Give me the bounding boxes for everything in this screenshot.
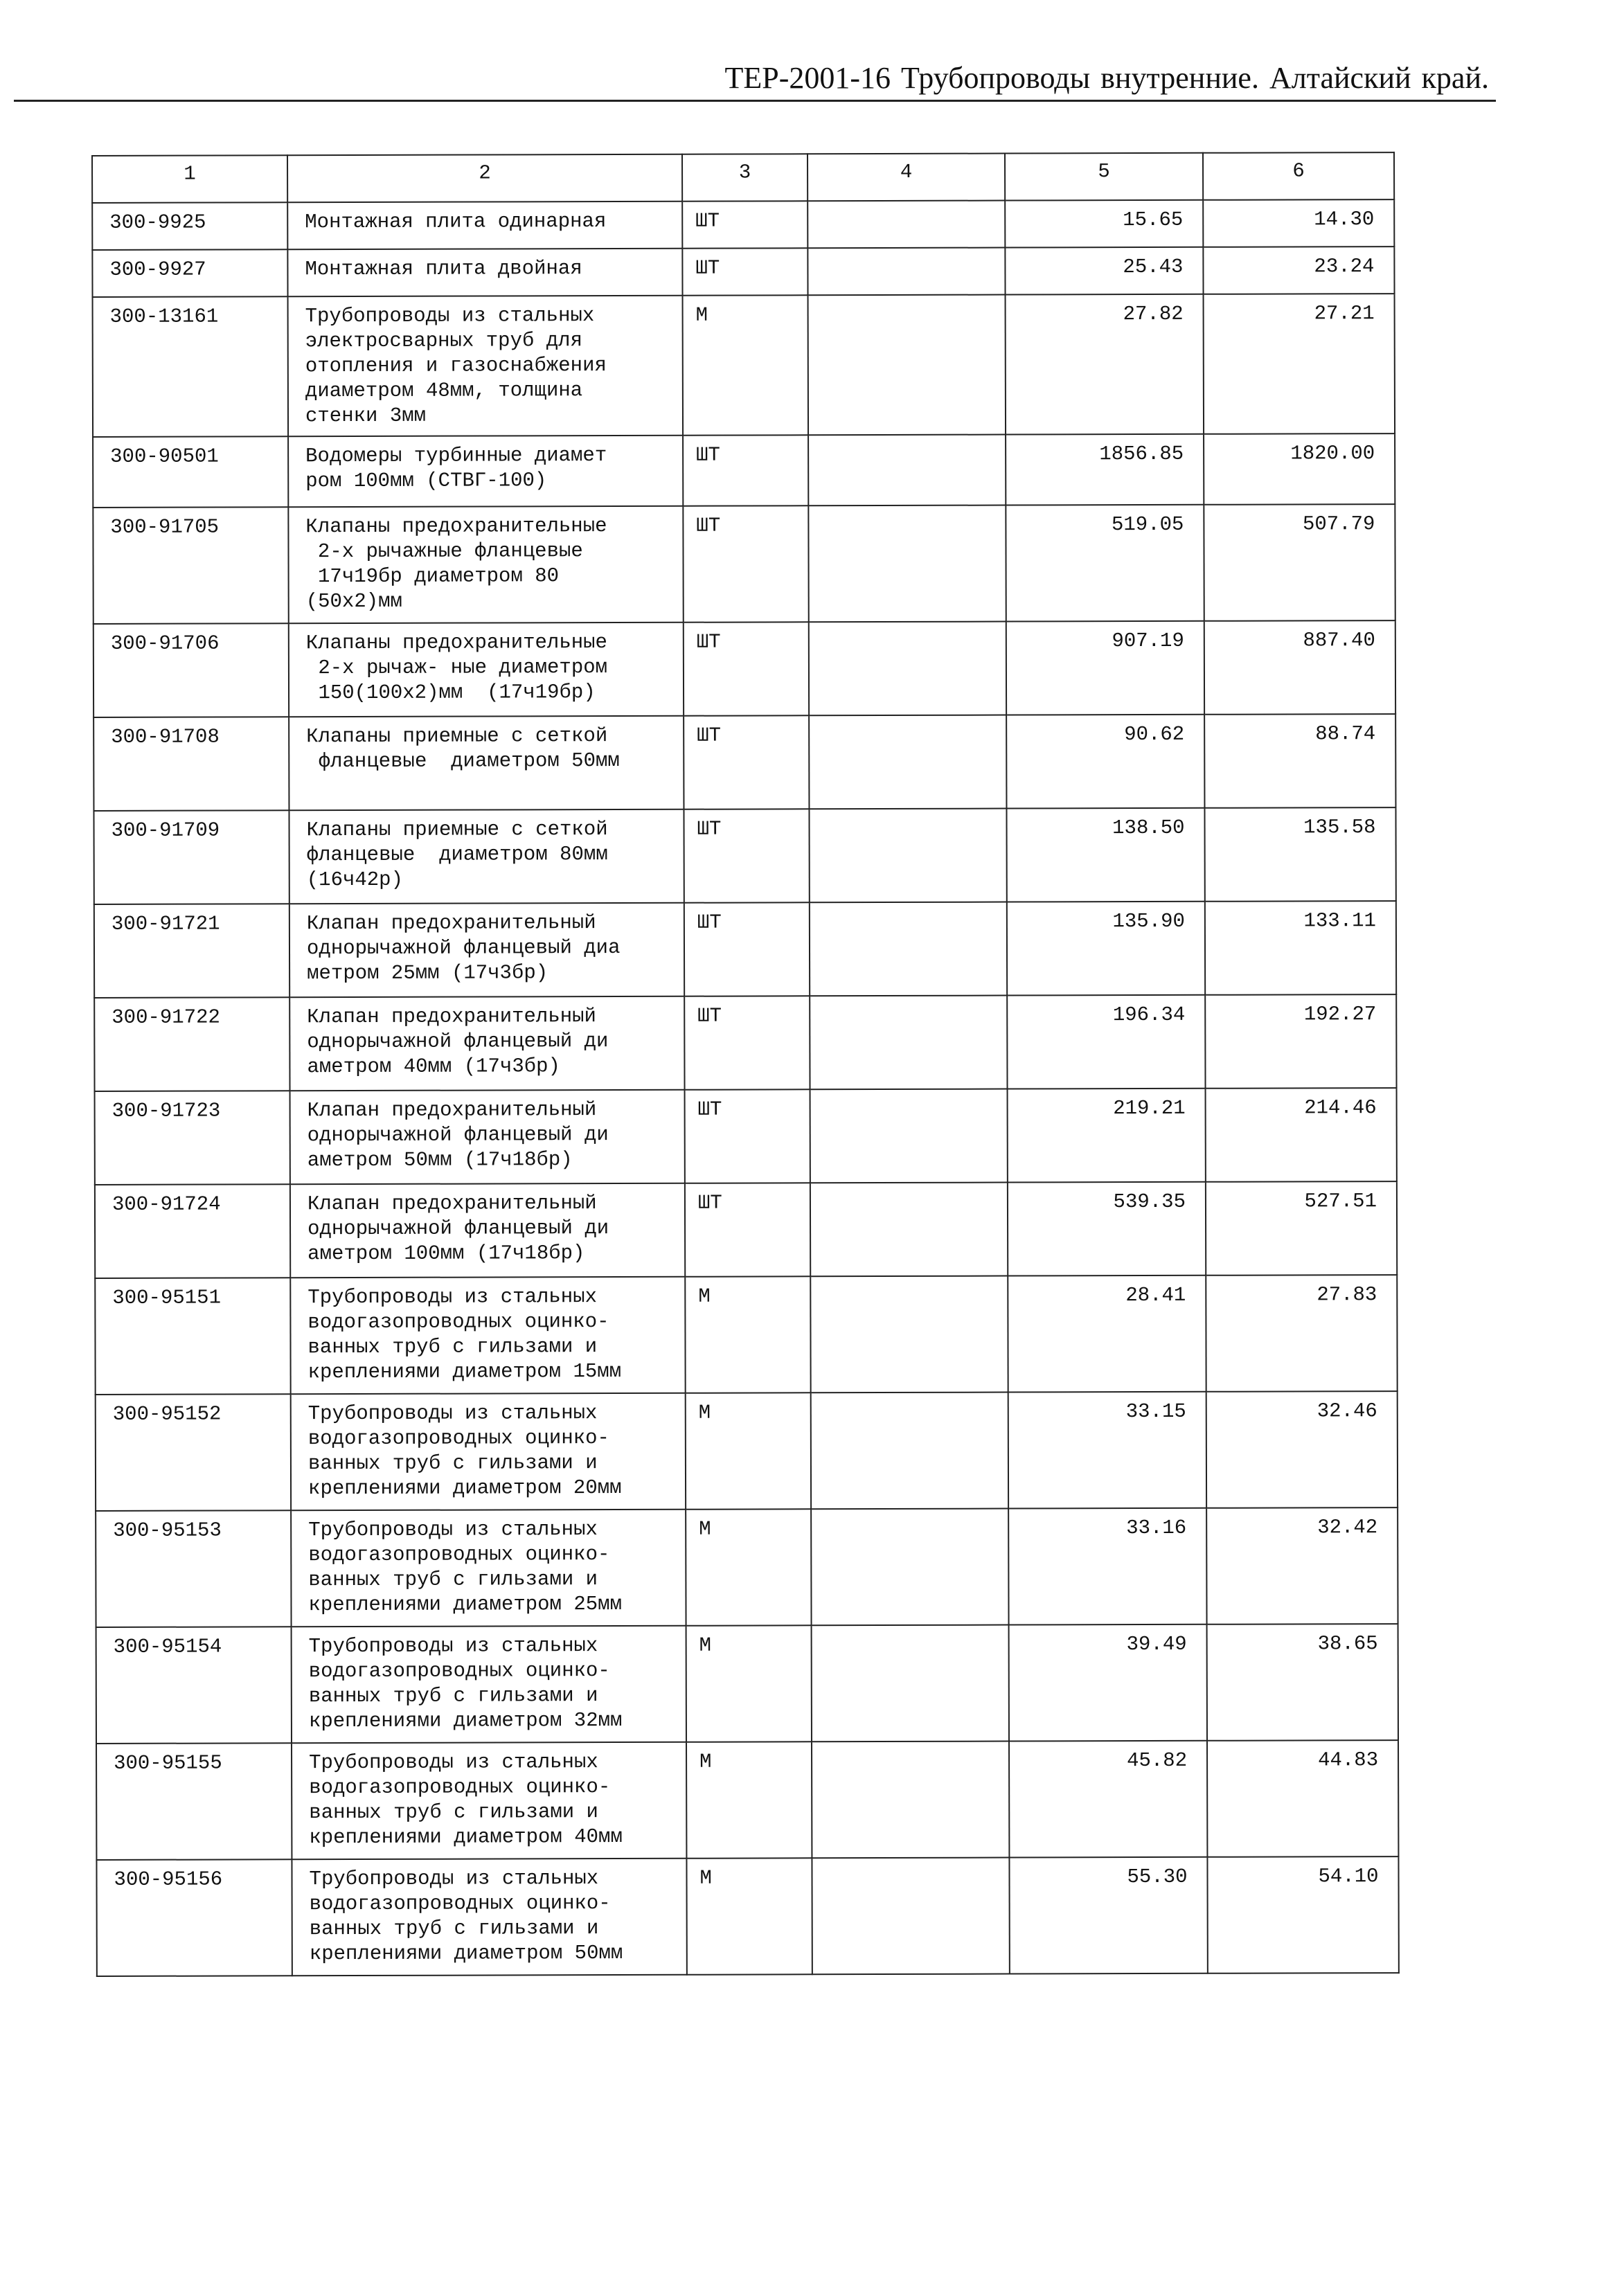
column-header-6: 6: [1203, 152, 1394, 200]
column-5-value: 196.34: [1007, 995, 1205, 1089]
description-line: фланцевые диаметром 50мм: [306, 749, 620, 773]
description-line: креплениями диаметром 40мм: [309, 1825, 623, 1850]
item-description: [288, 296, 684, 436]
column-header-5: 5: [1005, 153, 1203, 201]
table-row: [95, 1181, 1397, 1278]
description-line: электросварных труб для: [305, 329, 583, 353]
description-line: аметром 100мм (17ч18бр): [307, 1242, 585, 1266]
description-line: (50х2)мм: [305, 589, 402, 614]
item-code: 300-91722: [94, 997, 289, 1091]
item-description: [290, 1183, 685, 1278]
column-4-cell: [808, 505, 1006, 623]
description-line: водогазопроводных оцинко-: [309, 1775, 611, 1800]
description-line: Водомеры турбинные диамет: [305, 444, 607, 468]
column-5-value: 519.05: [1006, 505, 1204, 622]
column-5-value: 907.19: [1006, 621, 1204, 715]
table-row: [96, 1624, 1398, 1744]
item-unit: М: [686, 1393, 811, 1509]
column-5-value: 55.30: [1009, 1857, 1207, 1974]
description-line: Клапан предохранительный: [307, 1192, 597, 1216]
item-code: 300-95152: [96, 1394, 291, 1511]
description-line: Трубопроводы из стальных: [308, 1634, 598, 1658]
column-5-value: 33.16: [1008, 1508, 1206, 1625]
description-line: однорычажной фланцевый диа: [306, 936, 621, 960]
description-line: 2-х рычаж- ные диаметром: [305, 656, 608, 680]
column-6-value: 32.42: [1206, 1507, 1398, 1624]
page-title: ТЕР-2001-16 Трубопроводы внутренние. Алтайский край.: [724, 61, 1489, 95]
item-code: 300-95153: [96, 1510, 291, 1627]
description-line: креплениями диаметром 32мм: [308, 1709, 623, 1733]
description-line: (16ч42р): [306, 868, 404, 892]
description-line: Трубопроводы из стальных: [309, 1867, 599, 1891]
column-6-value: 887.40: [1204, 620, 1395, 715]
table-row: [95, 1088, 1397, 1185]
item-unit: М: [686, 1509, 811, 1625]
item-code: 300-91724: [95, 1184, 290, 1278]
description-line: однорычажной фланцевый ди: [307, 1030, 609, 1054]
description-line: креплениями диаметром 20мм: [307, 1476, 622, 1501]
item-description: [291, 1393, 686, 1510]
description-line: однорычажной фланцевый ди: [307, 1217, 609, 1241]
table-row: [96, 1391, 1398, 1511]
item-unit: М: [686, 1742, 812, 1858]
column-4-cell: [810, 1089, 1008, 1183]
description-line: диаметром 48мм, толщина: [305, 379, 583, 403]
table-row: [93, 620, 1395, 717]
item-unit: ШТ: [685, 1183, 810, 1276]
description-line: Трубопроводы из стальных: [305, 304, 595, 328]
table-header: [92, 152, 1394, 203]
column-6-value: 1820.00: [1204, 433, 1395, 505]
column-4-cell: [808, 295, 1006, 436]
column-5-value: 45.82: [1009, 1741, 1207, 1858]
description-line: однорычажной фланцевый ди: [307, 1123, 609, 1147]
table-row: [96, 1856, 1398, 1976]
column-6-value: 27.83: [1206, 1275, 1397, 1392]
table-row: [96, 1740, 1398, 1860]
column-4-cell: [809, 809, 1006, 903]
column-header-2: 2: [287, 154, 682, 202]
item-description: [288, 436, 683, 507]
description-line: Клапаны предохранительные: [305, 514, 607, 539]
item-code: 300-91705: [93, 507, 288, 624]
column-4-cell: [812, 1625, 1009, 1742]
description-line: креплениями диаметром 25мм: [308, 1593, 623, 1617]
description-line: Клапан предохранительный: [307, 1005, 596, 1029]
item-code: 300-9927: [92, 249, 287, 297]
column-6-value: 44.83: [1207, 1740, 1398, 1857]
item-description: [289, 809, 684, 904]
table-row: [94, 901, 1396, 998]
column-6-value: 54.10: [1207, 1856, 1398, 1973]
item-code: 300-91723: [95, 1091, 290, 1185]
column-4-cell: [809, 622, 1006, 716]
description-line: Клапан предохранительный: [307, 1098, 597, 1122]
item-code: 300-91708: [93, 717, 289, 811]
item-description: [289, 903, 684, 997]
description-line: ванных труб с гильзами и: [309, 1800, 598, 1825]
item-unit: ШТ: [684, 622, 809, 715]
item-description: [290, 1277, 685, 1394]
description-line: метром 25мм (17ч3бр): [307, 961, 548, 985]
column-4-cell: [807, 248, 1005, 296]
column-6-value: 14.30: [1203, 199, 1394, 247]
table-row: [93, 294, 1395, 437]
description-line: Монтажная плита одинарная: [305, 210, 607, 234]
item-unit: М: [685, 1276, 810, 1393]
description-line: ванных труб с гильзами и: [309, 1917, 599, 1941]
column-6-value: 527.51: [1206, 1181, 1397, 1275]
column-6-value: 192.27: [1205, 994, 1396, 1089]
item-code: 300-91721: [94, 904, 289, 998]
column-5-value: 539.35: [1008, 1182, 1206, 1276]
description-line: водогазопроводных оцинко-: [307, 1310, 609, 1334]
column-header-4: 4: [807, 154, 1005, 202]
description-line: Трубопроводы из стальных: [307, 1285, 598, 1309]
column-5-value: 25.43: [1005, 247, 1203, 295]
description-line: фланцевые диаметром 80мм: [306, 843, 608, 867]
column-4-cell: [811, 1393, 1008, 1510]
item-description: [288, 506, 683, 623]
description-line: водогазопроводных оцинко-: [308, 1543, 610, 1567]
column-6-value: 27.21: [1204, 294, 1395, 434]
item-unit: ШТ: [684, 996, 810, 1089]
table-row: [93, 807, 1395, 904]
item-code: 300-13161: [93, 296, 289, 437]
table-row: [92, 247, 1394, 297]
description-line: отопления и газоснабжения: [305, 354, 607, 378]
description-line: Трубопроводы из стальных: [307, 1402, 598, 1426]
item-unit: ШТ: [682, 248, 807, 295]
item-code: 300-95151: [95, 1278, 290, 1395]
description-line: Клапаны приемные с сеткой: [306, 724, 608, 749]
column-4-cell: [810, 1276, 1008, 1393]
column-5-value: 90.62: [1006, 715, 1204, 809]
description-line: водогазопроводных оцинко-: [307, 1426, 609, 1451]
column-5-value: 33.15: [1008, 1392, 1206, 1509]
column-4-cell: [809, 715, 1006, 809]
description-line: 2-х рычажные фланцевые: [305, 539, 583, 564]
column-4-cell: [812, 1742, 1009, 1859]
description-line: креплениями диаметром 50мм: [309, 1942, 623, 1966]
item-code: 300-9925: [92, 202, 287, 250]
item-unit: ШТ: [684, 809, 809, 902]
description-line: ванных труб с гильзами и: [307, 1451, 598, 1476]
column-5-value: 27.82: [1006, 294, 1204, 435]
table-row: [94, 994, 1396, 1091]
table-header-row: [92, 152, 1394, 203]
description-line: ванных труб с гильзами и: [308, 1568, 598, 1592]
column-header-1: 1: [92, 155, 287, 203]
column-4-cell: [808, 435, 1006, 506]
column-4-cell: [810, 902, 1007, 996]
column-5-value: 135.90: [1007, 902, 1205, 996]
item-unit: ШТ: [685, 1089, 810, 1183]
item-code: 300-91706: [93, 623, 289, 717]
table-row: [95, 1275, 1397, 1395]
description-line: ром 100мм (СТВГ-100): [305, 469, 547, 493]
description-line: Трубопроводы из стальных: [308, 1518, 598, 1542]
item-code: 300-91709: [93, 810, 289, 904]
item-description: [291, 1510, 686, 1627]
item-unit: М: [683, 295, 809, 435]
table-row: [93, 433, 1395, 508]
item-unit: ШТ: [682, 201, 807, 248]
column-5-value: 28.41: [1008, 1275, 1206, 1393]
table-body: [92, 199, 1399, 1976]
item-description: [292, 1626, 686, 1743]
column-6-value: 133.11: [1205, 901, 1396, 995]
item-description: [287, 249, 682, 296]
column-4-cell: [811, 1509, 1008, 1626]
column-5-value: 138.50: [1006, 808, 1204, 902]
description-line: Трубопроводы из стальных: [309, 1751, 598, 1775]
table-row: [93, 504, 1395, 624]
column-6-value: 507.79: [1204, 504, 1395, 621]
item-unit: М: [686, 1858, 812, 1974]
description-line: Клапан предохранительный: [306, 911, 596, 935]
table-row: [93, 714, 1395, 811]
description-line: 150(100х2)мм (17ч19бр): [305, 681, 596, 705]
description-line: аметром 50мм (17ч18бр): [307, 1148, 573, 1172]
table-row: [96, 1507, 1398, 1627]
item-unit: ШТ: [684, 902, 810, 996]
column-6-value: 32.46: [1206, 1391, 1398, 1508]
page-header: [14, 61, 1496, 102]
item-description: [290, 1090, 685, 1184]
description-line: стенки 3мм: [305, 404, 427, 428]
description-line: ванных труб с гильзами и: [307, 1335, 598, 1359]
column-4-cell: [810, 996, 1007, 1090]
item-description: [292, 1742, 686, 1859]
item-description: [289, 716, 684, 810]
item-description: [287, 202, 682, 249]
price-table: [91, 152, 1400, 1977]
column-header-3: 3: [682, 154, 807, 201]
description-line: Клапаны приемные с сеткой: [306, 818, 608, 842]
item-description: [289, 996, 684, 1091]
column-6-value: 135.58: [1204, 807, 1395, 902]
column-6-value: 38.65: [1207, 1624, 1398, 1741]
column-5-value: 219.21: [1008, 1089, 1206, 1183]
item-code: 300-90501: [93, 436, 288, 508]
description-line: Монтажная плита двойная: [305, 257, 582, 281]
column-6-value: 23.24: [1203, 247, 1394, 294]
item-unit: ШТ: [683, 435, 808, 505]
item-code: 300-95154: [96, 1627, 292, 1744]
description-line: водогазопроводных оцинко-: [309, 1892, 611, 1916]
item-description: [292, 1859, 686, 1976]
column-5-value: 15.65: [1005, 200, 1203, 248]
column-6-value: 88.74: [1204, 714, 1395, 808]
description-line: креплениями диаметром 15мм: [307, 1360, 622, 1384]
item-code: 300-95156: [96, 1859, 292, 1976]
column-5-value: 39.49: [1009, 1624, 1207, 1742]
column-6-value: 214.46: [1206, 1088, 1397, 1182]
column-4-cell: [810, 1183, 1008, 1277]
column-5-value: 1856.85: [1006, 434, 1204, 505]
description-line: водогазопроводных оцинко-: [308, 1659, 610, 1683]
item-unit: М: [686, 1625, 812, 1742]
item-code: 300-95155: [96, 1743, 292, 1860]
column-4-cell: [812, 1858, 1009, 1975]
column-4-cell: [807, 201, 1005, 249]
item-unit: ШТ: [683, 505, 808, 622]
description-line: ванных труб с гильзами и: [308, 1684, 598, 1708]
item-description: [289, 623, 684, 717]
description-line: 17ч19бр диаметром 80: [305, 564, 560, 589]
description-line: аметром 40мм (17ч3бр): [307, 1055, 560, 1079]
item-unit: ШТ: [684, 715, 809, 809]
description-line: Клапаны предохранительные: [305, 631, 607, 655]
table-row: [92, 199, 1394, 250]
